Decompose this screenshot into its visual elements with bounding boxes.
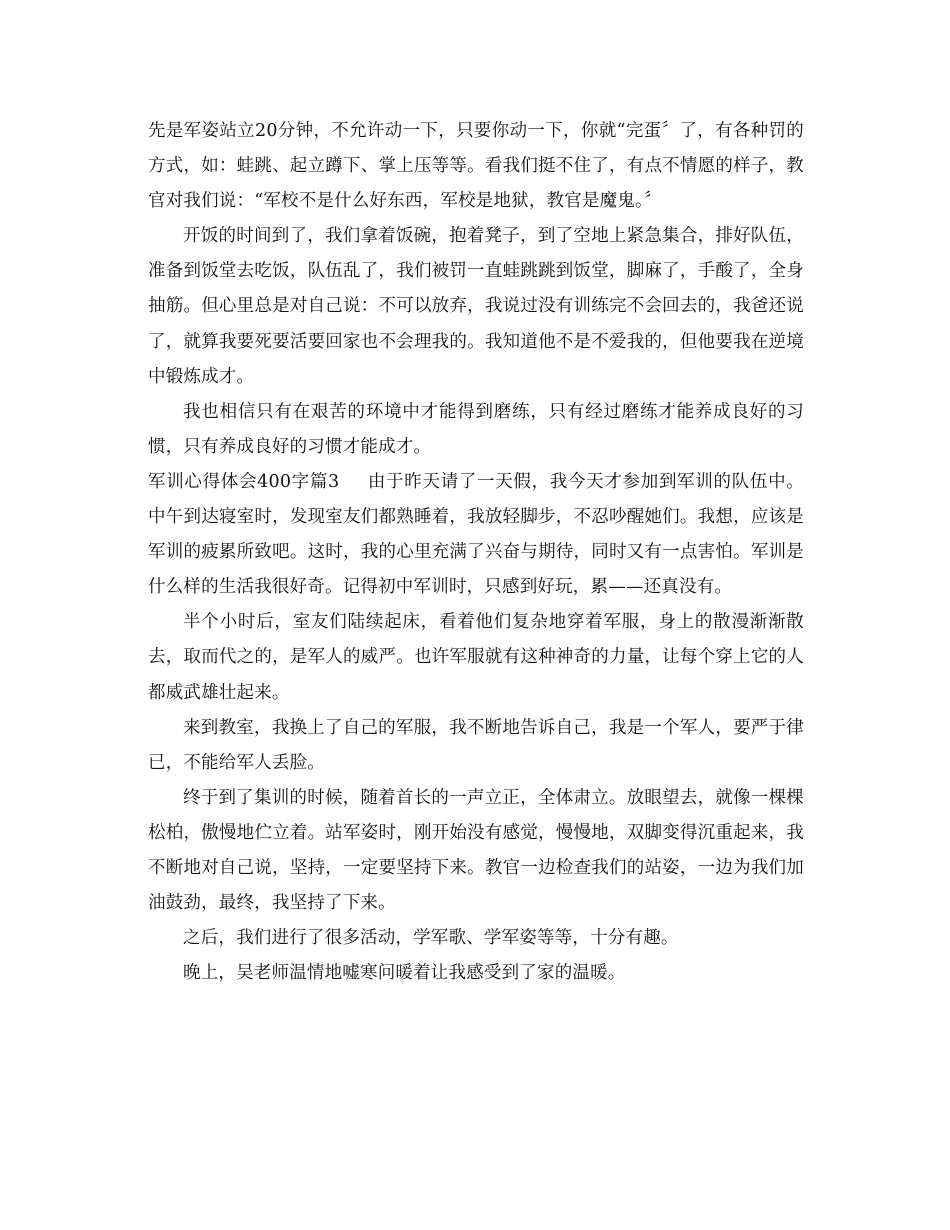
paragraph-3: 我也相信只有在艰苦的环境中才能得到磨练，只有经过磨练才能养成良好的习惯，只有养成良好的习惯才能成才。: [148, 401, 804, 457]
paragraph-4: [148, 465, 804, 605]
paragraph-4-text: 由于昨天请了一天假，我今天才参加到军训的队伍中。中午到达寝室时，发现室友们都熟睡着，我放轻脚步，不忍吵醒她们。我想，应该是军训的疲累所致吧。这时，我的心里充满了兴奋与期待，同时又有一点害怕。军训是什么样的生活我很好奇。记得初中军训时，只感到好玩，累——还真没有。: [148, 471, 804, 598]
paragraph-1: 先是军姿站立20分钟，不允许动一下，只要你动一下，你就“完蛋〞了，有各种罚的方式，如：蛙跳、起立蹲下、掌上压等等。看我们挺不住了，有点不情愿的样子，教官对我们说：“军校不是什么好东西，军校是地狱，教官是魔鬼。〞: [148, 121, 804, 212]
section-title: 军训心得体会400字篇3: [148, 471, 340, 492]
paragraph-7: 终于到了集训的时候，随着首长的一声立正，全体肃立。放眼望去，就像一棵棵松柏，傲慢地伫立着。站军姿时，刚开始没有感觉，慢慢地，双脚变得沉重起来，我不断地对自己说，坚持，一定要坚持下来。教官一边检查我们的站姿，一边为我们加油鼓劲，最终，我坚持了下来。: [148, 787, 804, 914]
paragraph-9: 晚上，吴老师温情地嘘寒问暖着让我感受到了家的温暖。: [183, 963, 626, 984]
document-body: [148, 114, 804, 991]
paragraph-2: 开饭的时间到了，我们拿着饭碗，抱着凳子，到了空地上紧急集合，排好队伍，准备到饭堂去吃饭，队伍乱了，我们被罚一直蛙跳跳到饭堂，脚麻了，手酸了，全身抽筋。但心里总是对自己说：不可以放弃，我说过没有训练完不会回去的，我爸还说了，就算我要死要活要回家也不会理我的。我知道他不是不爱我的，但他要我在逆境中锻炼成才。: [148, 226, 804, 387]
paragraph-5: 半个小时后，室友们陆续起床，看着他们复杂地穿着军服，身上的散漫渐渐散去，取而代之的，是军人的威严。也许军服就有这种神奇的力量，让每个穿上它的人都威武雄壮起来。: [148, 612, 804, 703]
paragraph-8: 之后，我们进行了很多活动，学军歌、学军姿等等，十分有趣。: [183, 928, 679, 949]
paragraph-6: 来到教室，我换上了自己的军服，我不断地告诉自己，我是一个军人，要严于律已，不能给军人丢脸。: [148, 717, 804, 773]
